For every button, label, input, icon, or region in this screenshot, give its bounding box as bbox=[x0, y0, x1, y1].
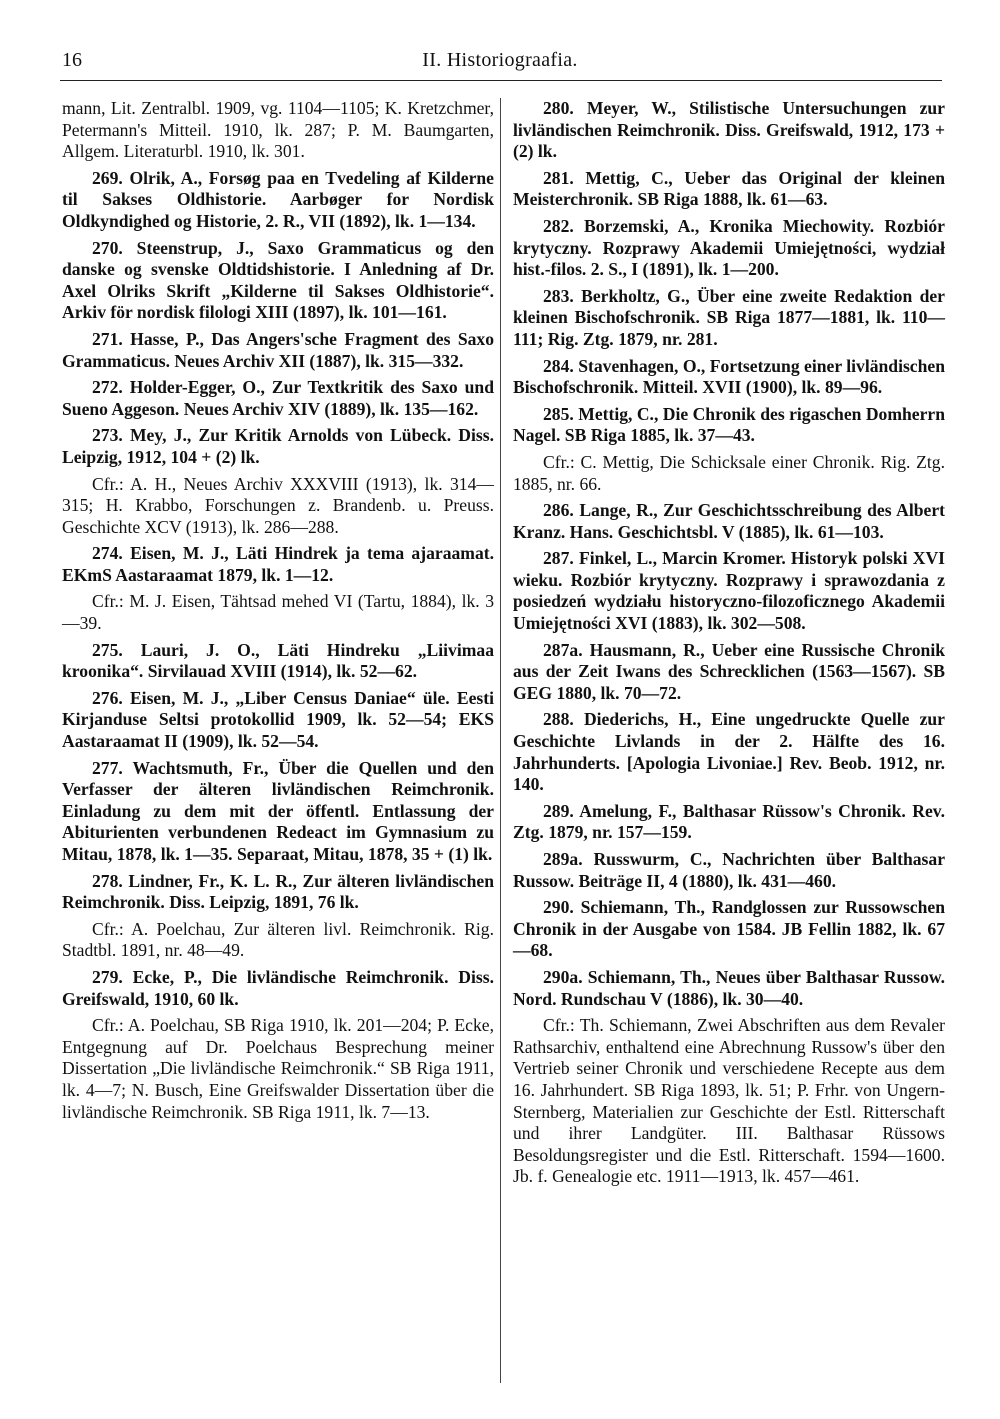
bibliography-entry: 284. Stavenhagen, O., Fortsetzung einer livländischen Bischofschronik. Mitteil. XVII (1900), lk. 89—96. bbox=[513, 355, 945, 398]
bibliography-entry: 270. Steenstrup, J., Saxo Grammaticus og den danske og svenske Oldtidshistorie. I Anledning af Dr. Axel Olriks Skrift „Kilderne til Sakses Oldhistorie“. Arkiv för nordisk filologi XIII (1897), lk. 101—161. bbox=[62, 237, 494, 323]
bibliography-entry: 287. Finkel, L., Marcin Kromer. Historyk polski XVI wieku. Rozbiór krytyczny. Rozprawy i sprawozdania z posiedzeń wydziału historyczno-filozoficznego Akademii Umiejętności XVI (1883), lk. 302—508. bbox=[513, 548, 945, 634]
header-rule bbox=[60, 80, 942, 81]
bibliography-entry: 272. Holder-Egger, O., Zur Textkritik des Saxo und Sueno Aggeson. Neues Archiv XIV (1889), lk. 135—162. bbox=[62, 377, 494, 419]
bibliography-entry: 289. Amelung, F., Balthasar Rüssow's Chronik. Rev. Ztg. 1879, nr. 157—159. bbox=[513, 800, 945, 843]
bibliography-entry: 290a. Schiemann, Th., Neues über Balthasar Russow. Nord. Rundschau V (1886), lk. 30—40. bbox=[513, 966, 945, 1009]
bibliography-entry: 271. Hasse, P., Das Angers'sche Fragment des Saxo Grammaticus. Neues Archiv XII (1887), lk. 315—332. bbox=[62, 328, 494, 371]
running-title: II. Historiograafia. bbox=[422, 48, 578, 71]
column-separator bbox=[500, 98, 501, 1383]
page-number: 16 bbox=[62, 48, 82, 71]
citation-note: Cfr.: Th. Schiemann, Zwei Abschriften aus dem Revaler Rathsarchiv, enthaltend eine Abrechnung Russow's über den Vertrieb seiner Chronik und verschiedene Recepte aus dem 16. Jahrhundert. SB Riga 1893, lk. 51; P. Frhr. von Ungern-Sternberg, Materialien zur Geschichte der Estl. Ritterschaft und ihrer Landgüter. III. Balthasar Rüssows Besoldungsregister und die Estl. Ritterschaft. 1594—1600. Jb. f. Genealogie etc. 1911—1913, lk. 457—461. bbox=[513, 1015, 945, 1187]
bibliography-entry: 274. Eisen, M. J., Läti Hindrek ja tema ajaraamat. EKmS Aastaraamat 1879, lk. 1—12. bbox=[62, 543, 494, 585]
bibliography-entry: 289a. Russwurm, C., Nachrichten über Balthasar Russow. Beiträge II, 4 (1880), lk. 431—460. bbox=[513, 849, 945, 891]
bibliography-entry: 277. Wachtsmuth, Fr., Über die Quellen und den Verfasser der älteren livländischen Reimchronik. Einladung zu dem mit der öffentl. Entlassung der Abiturienten verbundenen Redeact im Gymnasium zu Mitau, 1878, lk. 1—35. Separaat, Mitau, 1878, 35 + (1) lk. bbox=[62, 757, 494, 864]
bibliography-entry: 282. Borzemski, A., Kronika Miechowity. Rozbiór krytyczny. Rozprawy Akademii Umiejętności, wydział hist.-filos. 2. S., I (1891), lk. 1—200. bbox=[513, 215, 945, 280]
page-header bbox=[62, 42, 938, 78]
bibliography-entry: 283. Berkholtz, G., Über eine zweite Redaktion der kleinen Bischofschronik. SB Riga 1877—1881, lk. 110—111; Rig. Ztg. 1879, nr. 281. bbox=[513, 285, 945, 349]
citation-note: Cfr.: M. J. Eisen, Tähtsad mehed VI (Tartu, 1884), lk. 3—39. bbox=[62, 591, 494, 634]
bibliography-entry: 285. Mettig, C., Die Chronik des rigaschen Domherrn Nagel. SB Riga 1885, lk. 37—43. bbox=[513, 403, 945, 446]
bibliography-entry: 273. Mey, J., Zur Kritik Arnolds von Lübeck. Diss. Leipzig, 1912, 104 + (2) lk. bbox=[62, 425, 494, 467]
citation-note: Cfr.: A. Poelchau, SB Riga 1910, lk. 201—204; P. Ecke, Entgegnung auf Dr. Poelchaus Besprechung meiner Dissertation „Die livländische Reimchronik.“ SB Riga 1911, lk. 4—7; N. Busch, Eine Greifswalder Dissertation über die livländische Reimchronik. SB Riga 1911, lk. 7—13. bbox=[62, 1015, 494, 1122]
bibliography-entry: 276. Eisen, M. J., „Liber Census Daniae“ üle. Eesti Kirjanduse Seltsi protokollid 1909, lk. 52—54; EKS Aastaraamat II (1909), lk. 52—54. bbox=[62, 687, 494, 752]
right-column bbox=[513, 98, 945, 1193]
bibliography-entry: 269. Olrik, A., Forsøg paa en Tvedeling af Kilderne til Sakses Oldhistorie. Aarbøger for Nordisk Oldkyndighed og Historie, 2. R., VII (1892), lk. 1—134. bbox=[62, 167, 494, 231]
citation-note: Cfr.: C. Mettig, Die Schicksale einer Chronik. Rig. Ztg. 1885, nr. 66. bbox=[513, 451, 945, 494]
bibliography-entry: 275. Lauri, J. O., Läti Hindreku „Liivimaa kroonika“. Sirvilauad XVIII (1914), lk. 52—62. bbox=[62, 639, 494, 682]
citation-note: Cfr.: A. H., Neues Archiv XXXVIII (1913), lk. 314—315; H. Krabbo, Forschungen z. Brandenb. u. Preuss. Geschichte XCV (1913), lk. 286—288. bbox=[62, 473, 494, 537]
bibliography-entry: 278. Lindner, Fr., K. L. R., Zur älteren livländischen Reimchronik. Diss. Leipzig, 1891, 76 lk. bbox=[62, 870, 494, 913]
bibliography-entry: 279. Ecke, P., Die livländische Reimchronik. Diss. Greifswald, 1910, 60 lk. bbox=[62, 966, 494, 1009]
citation-note: Cfr.: A. Poelchau, Zur älteren livl. Reimchronik. Rig. Stadtbl. 1891, nr. 48—49. bbox=[62, 918, 494, 961]
bibliography-entry: 287a. Hausmann, R., Ueber eine Russische Chronik aus der Zeit Iwans des Schrecklichen (1563—1567). SB GEG 1880, lk. 70—72. bbox=[513, 639, 945, 703]
bibliography-entry: 281. Mettig, C., Ueber das Original der kleinen Meisterchronik. SB Riga 1888, lk. 61—63. bbox=[513, 167, 945, 210]
bibliography-entry: 286. Lange, R., Zur Geschichtsschreibung des Albert Kranz. Hans. Geschichtsbl. V (1885), lk. 61—103. bbox=[513, 500, 945, 542]
bibliography-entry: 280. Meyer, W., Stilistische Untersuchungen zur livländischen Reimchronik. Diss. Greifswald, 1912, 173 + (2) lk. bbox=[513, 98, 945, 162]
bibliography-entry: 288. Diederichs, H., Eine ungedruckte Quelle zur Geschichte Livlands in der 2. Hälfte des 16. Jahrhunderts. [Apologia Livoniae.] Rev. Beob. 1912, nr. 140. bbox=[513, 709, 945, 795]
bibliography-entry: 290. Schiemann, Th., Randglossen zur Russowschen Chronik in der Ausgabe von 1584. JB Fellin 1882, lk. 67—68. bbox=[513, 897, 945, 961]
bibliography-entry: mann, Lit. Zentralbl. 1909, vg. 1104—1105; K. Kretzchmer, Petermann's Mitteil. 1910, lk. 287; P. M. Baumgarten, Allgem. Literaturbl. 1910, lk. 301. bbox=[62, 98, 494, 162]
left-column bbox=[62, 98, 494, 1128]
